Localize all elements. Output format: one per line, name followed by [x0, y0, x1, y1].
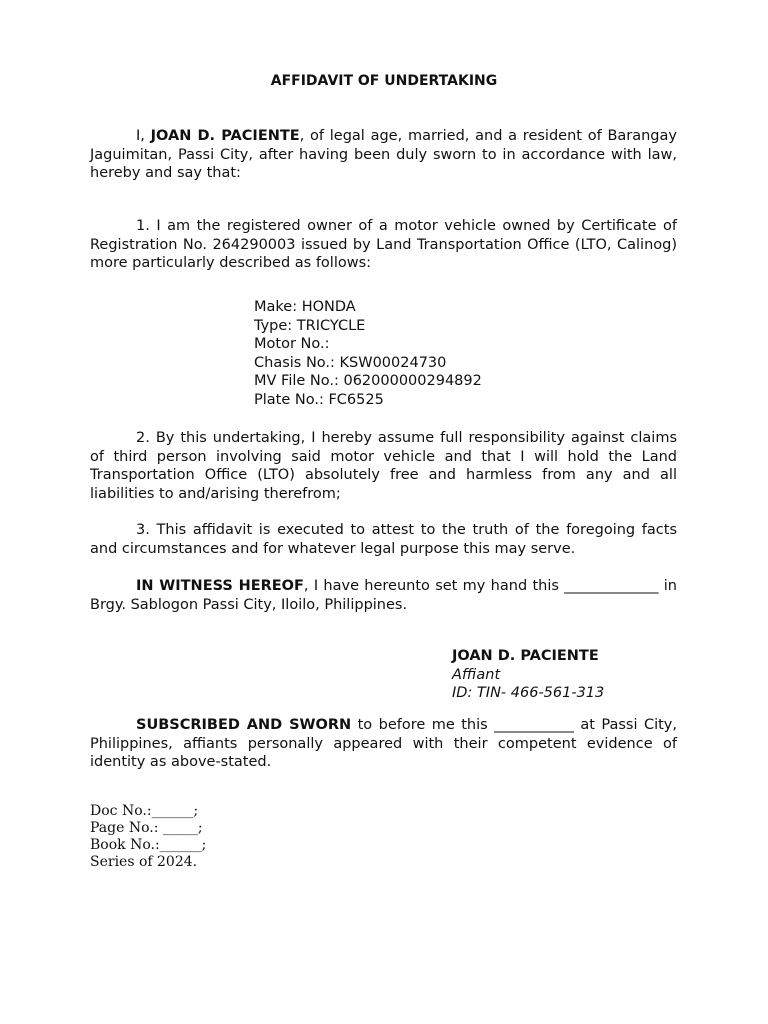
vehicle-mv-file-no: MV File No.: 062000000294892	[254, 373, 482, 389]
vehicle-type: Type: TRICYCLE	[254, 317, 366, 334]
sworn-lead: SUBSCRIBED AND SWORN	[136, 717, 352, 733]
document-title: AFFIDAVIT OF UNDERTAKING	[270, 73, 498, 89]
affiant-name-inline: JOAN D. PACIENTE	[150, 128, 300, 144]
item-1-paragraph	[90, 217, 677, 273]
notary-doc-no: Doc No.:______;	[90, 803, 199, 819]
notary-block	[90, 803, 206, 871]
sworn-text: to before me this ___________ at Passi City, Philippines, affiants personally appeared with their competent evidence of identity as above-stated.	[90, 717, 677, 770]
sworn-paragraph	[90, 716, 677, 772]
notary-book-no: Book No.:______;	[90, 837, 207, 853]
affiant-role: Affiant	[452, 666, 501, 683]
affiant-name: JOAN D. PACIENTE	[452, 648, 599, 664]
witness-paragraph	[90, 577, 677, 614]
signature-block	[452, 647, 604, 703]
affiant-id: ID: TIN- 466-561-313	[452, 685, 605, 701]
witness-lead: IN WITNESS HEREOF	[136, 578, 304, 594]
vehicle-motor-no: Motor No.:	[254, 336, 330, 352]
item-2-paragraph	[90, 429, 677, 503]
vehicle-chassis-no: Chasis No.: KSW00024730	[254, 354, 447, 371]
notary-series: Series of 2024.	[90, 854, 198, 870]
intro-paragraph	[90, 127, 677, 183]
notary-page-no: Page No.: _____;	[90, 820, 203, 836]
item-1-text: 1. I am the registered owner of a motor vehicle owned by Certificate of Registration No. 264290003 issued by Land Transportation Office (LTO, Calinog) more particularly described as follows:	[90, 218, 677, 271]
intro-text: , of legal age, married, and a resident of Barangay Jaguimitan, Passi City, after having been duly sworn to in accordance with law, hereby and say that:	[90, 128, 677, 181]
vehicle-plate-no: Plate No.: FC6525	[254, 391, 384, 408]
intro-lead: I,	[136, 128, 151, 144]
item-3-text: 3. This affidavit is executed to attest to the truth of the foregoing facts and circumstances and for whatever legal purpose this may serve.	[90, 522, 677, 557]
item-3-paragraph	[90, 521, 677, 558]
vehicle-make: Make: HONDA	[254, 299, 356, 315]
item-2-text: 2. By this undertaking, I hereby assume full responsibility against claims of third person involving said motor vehicle and that I will hold the Land Transportation Office (LTO) absolutely free and harmless from any and all liabilities to and/arising therefrom;	[90, 430, 677, 502]
vehicle-details	[254, 298, 482, 409]
witness-text: , I have hereunto set my hand this _____________ in Brgy. Sablogon Passi City, Iloilo, Philippines.	[90, 578, 677, 613]
